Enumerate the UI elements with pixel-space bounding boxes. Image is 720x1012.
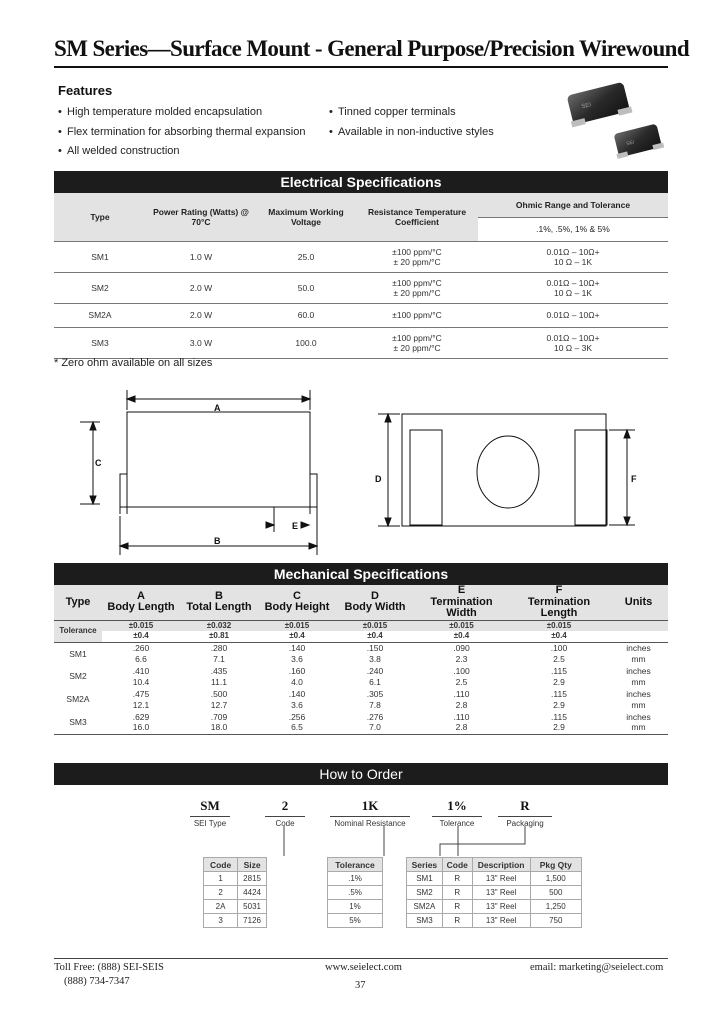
- col-power: Power Rating (Watts) @ 70°C: [146, 193, 256, 241]
- mech-cell: .240 6.1: [366, 666, 384, 687]
- table-row: [54, 303, 668, 327]
- mech-cell: .629 16.0: [132, 711, 150, 733]
- table-row: .1%: [328, 872, 383, 886]
- mech-cell: .115 2.9: [551, 689, 567, 710]
- table-row: [54, 272, 668, 303]
- table-row: [54, 241, 668, 272]
- col-ohmic: Ohmic Range and Tolerance: [478, 193, 668, 217]
- feature-item: • All welded construction: [58, 145, 305, 165]
- website-link[interactable]: www.seielect.com: [325, 962, 402, 973]
- col-desc: Body Height: [264, 601, 330, 614]
- cell-type: SM1: [54, 241, 146, 272]
- th-code: Code: [204, 858, 238, 872]
- mech-cell: .260 6.6: [132, 643, 150, 664]
- cell-tcr: [356, 327, 478, 358]
- th-size: Size: [238, 858, 267, 872]
- col-letter: A: [137, 589, 145, 602]
- order-part-code: 2: [281, 798, 289, 813]
- mech-col-units: Units: [609, 585, 668, 620]
- how-to-order-header: How to Order: [54, 763, 668, 785]
- cell-ohmic: [478, 272, 668, 303]
- mech-cell: .280 7.1: [210, 643, 228, 664]
- order-label-tolerance: Tolerance: [432, 816, 482, 828]
- mech-cell: .500 12.7: [210, 689, 228, 710]
- order-label-packaging: Packaging: [498, 816, 552, 828]
- cell-tcr: ±100 ppm/°C: [356, 303, 478, 327]
- product-photo: [560, 76, 670, 166]
- table-row: [54, 642, 668, 665]
- ohm-line: 0.01Ω – 10Ω+: [546, 277, 600, 288]
- col-letter: D: [371, 589, 379, 602]
- tol-cell: ±0.015: [414, 620, 509, 631]
- mechanical-spec-table: [54, 585, 668, 735]
- tolerance-row-mm: [54, 631, 668, 642]
- label-c: C: [95, 458, 102, 468]
- mech-units: inches mm: [626, 689, 651, 710]
- mech-col-e: [414, 585, 509, 620]
- order-part-tolerance: 1%: [447, 798, 467, 813]
- table-row: 5%: [328, 914, 383, 928]
- tol-cell: ±0.032: [180, 620, 258, 631]
- cell-type: SM2A: [54, 303, 146, 327]
- electrical-spec-table: [54, 193, 668, 359]
- mech-type: SM2: [69, 671, 87, 682]
- col-letter: F: [555, 584, 563, 596]
- tcr-line: ±100 ppm/°C: [392, 246, 442, 257]
- mech-cell: .100 2.5: [550, 643, 568, 664]
- feature-item: • Tinned copper terminals: [329, 106, 494, 126]
- cell-voltage: 25.0: [256, 241, 356, 272]
- order-label-type: SEI Type: [190, 816, 230, 828]
- tol-cell: ±0.4: [102, 631, 180, 642]
- page-number: 37: [355, 980, 366, 991]
- col-desc: Body Length: [107, 601, 175, 614]
- footer-divider: [54, 958, 668, 959]
- tol-cell: ±0.015: [509, 620, 609, 631]
- mech-cell: .110 2.8: [453, 689, 470, 710]
- col-desc: Total Length: [186, 601, 252, 614]
- th-description: Description: [472, 858, 530, 872]
- mech-cell: .140 3.6: [288, 689, 306, 710]
- table-row: SM2A R 13" Reel 1,250: [407, 900, 582, 914]
- email-link[interactable]: email: marketing@seielect.com: [530, 962, 664, 973]
- col-letter: B: [215, 589, 223, 602]
- tolerance-row-inch: [54, 620, 668, 631]
- page-title: SM Series—Surface Mount - General Purpose/Precision Wirewound: [54, 36, 690, 61]
- phone: (888) 734-7347: [64, 976, 130, 987]
- col-desc: Termination Width: [430, 595, 493, 619]
- mech-cell: .140 3.6: [288, 643, 306, 664]
- side-view-diagram: [80, 390, 320, 560]
- mech-col-b: [180, 585, 258, 620]
- mech-cell: .435 11.1: [210, 666, 228, 687]
- col-desc: Body Width: [344, 601, 406, 614]
- col-type: Type: [54, 193, 146, 241]
- mech-cell: .160 4.0: [288, 666, 306, 687]
- mech-cell: .305 7.8: [366, 689, 384, 710]
- cell-type: SM3: [54, 327, 146, 358]
- col-ohmic-sub: .1%, .5%, 1% & 5%: [478, 217, 668, 241]
- order-part-type: SM: [200, 798, 220, 813]
- ohm-line: 0.01Ω – 10Ω+: [546, 332, 600, 343]
- mech-units: inches mm: [626, 666, 651, 687]
- mech-col-c: [258, 585, 336, 620]
- mech-cell: .410 10.4: [132, 666, 150, 687]
- th-code: Code: [442, 858, 472, 872]
- packaging-table: [406, 857, 582, 928]
- tcr-line: ± 20 ppm/°C: [393, 342, 441, 353]
- features-heading: Features: [58, 83, 113, 98]
- mech-type: SM1: [69, 648, 87, 659]
- table-row: [54, 665, 668, 688]
- tol-units-blank: [609, 620, 668, 631]
- mech-cell: .256 6.5: [288, 711, 306, 733]
- tcr-line: ±100 ppm/°C: [392, 332, 442, 343]
- order-part-resistance: 1K: [361, 798, 379, 813]
- cell-power: 2.0 W: [146, 303, 256, 327]
- mech-cell: .100 2.5: [453, 666, 470, 687]
- cell-voltage: 50.0: [256, 272, 356, 303]
- cell-power: 1.0 W: [146, 241, 256, 272]
- tol-cell: ±0.015: [258, 620, 336, 631]
- tolerance-label: Tolerance: [54, 620, 102, 642]
- ohm-line: 10 Ω – 1K: [553, 287, 593, 298]
- col-letter: E: [457, 584, 466, 596]
- tol-cell: ±0.4: [258, 631, 336, 642]
- cell-ohmic: [478, 241, 668, 272]
- cell-voltage: 100.0: [256, 327, 356, 358]
- mechanical-spec-header: Mechanical Specifications: [54, 563, 668, 585]
- mech-col-f: [509, 585, 609, 620]
- mech-type: SM2A: [66, 694, 90, 705]
- mech-header-row: [54, 585, 668, 620]
- ohm-line: 10 Ω – 3K: [553, 342, 593, 353]
- label-f: F: [631, 474, 637, 484]
- label-b: B: [214, 536, 221, 546]
- cell-power: 2.0 W: [146, 272, 256, 303]
- features-list-left: [58, 106, 305, 165]
- mech-cell: .276 7.0: [366, 711, 384, 733]
- table-row: 1 2815: [204, 872, 267, 886]
- ohm-line: 10 Ω – 1K: [553, 256, 593, 267]
- feature-item: • Flex termination for absorbing thermal expansion: [58, 126, 305, 146]
- order-label-resistance: Nominal Resistance: [330, 816, 410, 828]
- mech-cell: .150 3.8: [366, 643, 384, 664]
- tol-cell: ±0.4: [509, 631, 609, 642]
- toll-free: Toll Free: (888) SEI-SEIS: [54, 962, 164, 973]
- th-pkg-qty: Pkg Qty: [530, 858, 582, 872]
- cell-power: 3.0 W: [146, 327, 256, 358]
- zero-ohm-note: * Zero ohm available on all sizes: [54, 357, 213, 369]
- top-view-diagram: [370, 410, 640, 540]
- mech-type: SM3: [69, 717, 87, 727]
- mech-cell: .709 18.0: [210, 711, 228, 733]
- svg-text:SEI: SEI: [581, 102, 592, 111]
- label-a: A: [214, 403, 221, 413]
- tcr-line: ± 20 ppm/°C: [393, 256, 441, 267]
- table-row: SM1 R 13" Reel 1,500: [407, 872, 582, 886]
- table-row: 2 4424: [204, 886, 267, 900]
- table-row: 1%: [328, 900, 383, 914]
- mech-units: inches mm: [626, 643, 651, 664]
- cell-ohmic: 0.01Ω – 10Ω+: [478, 303, 668, 327]
- mech-col-d: [336, 585, 414, 620]
- table-row: .5%: [328, 886, 383, 900]
- tol-cell: ±0.015: [102, 620, 180, 631]
- table-row: SM2 R 13" Reel 500: [407, 886, 582, 900]
- col-letter: C: [293, 589, 301, 602]
- cell-voltage: 60.0: [256, 303, 356, 327]
- mech-col-type: Type: [54, 585, 102, 620]
- label-d: D: [375, 474, 382, 484]
- electrical-spec-header: Electrical Specifications: [54, 171, 668, 193]
- table-row: [54, 711, 668, 734]
- ohm-line: 0.01Ω – 10Ω+: [546, 246, 600, 257]
- tol-cell: ±0.015: [336, 620, 414, 631]
- code-size-table: [203, 857, 267, 928]
- table-row: [54, 327, 668, 358]
- features-list-right: [329, 106, 494, 145]
- tol-units-blank: [609, 631, 668, 642]
- order-part-packaging: R: [520, 798, 530, 813]
- mech-cell: .090 2.3: [453, 643, 470, 664]
- mech-units: inches mm: [626, 711, 651, 733]
- cell-ohmic: [478, 327, 668, 358]
- table-row: [54, 688, 668, 711]
- cell-tcr: [356, 241, 478, 272]
- col-voltage: Maximum Working Voltage: [256, 193, 356, 241]
- table-row: SM3 R 13" Reel 750: [407, 914, 582, 928]
- th-tolerance: Tolerance: [328, 858, 383, 872]
- mech-col-a: [102, 585, 180, 620]
- mech-cell: .115 2.9: [551, 711, 567, 733]
- mech-cell: .110 2.8: [453, 711, 470, 733]
- col-tcr: Resistance Temperature Coefficient: [356, 193, 478, 241]
- tol-cell: ±0.4: [414, 631, 509, 642]
- tcr-line: ±100 ppm/°C: [392, 277, 442, 288]
- order-label-code: Code: [265, 816, 305, 828]
- cell-type: SM2: [54, 272, 146, 303]
- tol-cell: ±0.4: [336, 631, 414, 642]
- label-e: E: [292, 521, 299, 531]
- table-row: 3 7126: [204, 914, 267, 928]
- title-divider: [54, 66, 668, 68]
- col-desc: Termination Length: [527, 595, 591, 619]
- table-row: 2A 5031: [204, 900, 267, 914]
- cell-tcr: [356, 272, 478, 303]
- tol-cell: ±0.81: [180, 631, 258, 642]
- tcr-line: ± 20 ppm/°C: [393, 287, 441, 298]
- svg-text:SEI: SEI: [625, 139, 635, 148]
- th-series: Series: [407, 858, 443, 872]
- feature-item: • Available in non-inductive styles: [329, 126, 494, 146]
- mech-cell: .475 12.1: [132, 689, 150, 710]
- mech-cell: .115 2.9: [551, 666, 567, 687]
- feature-item: • High temperature molded encapsulation: [58, 106, 305, 126]
- tolerance-table: [327, 857, 383, 928]
